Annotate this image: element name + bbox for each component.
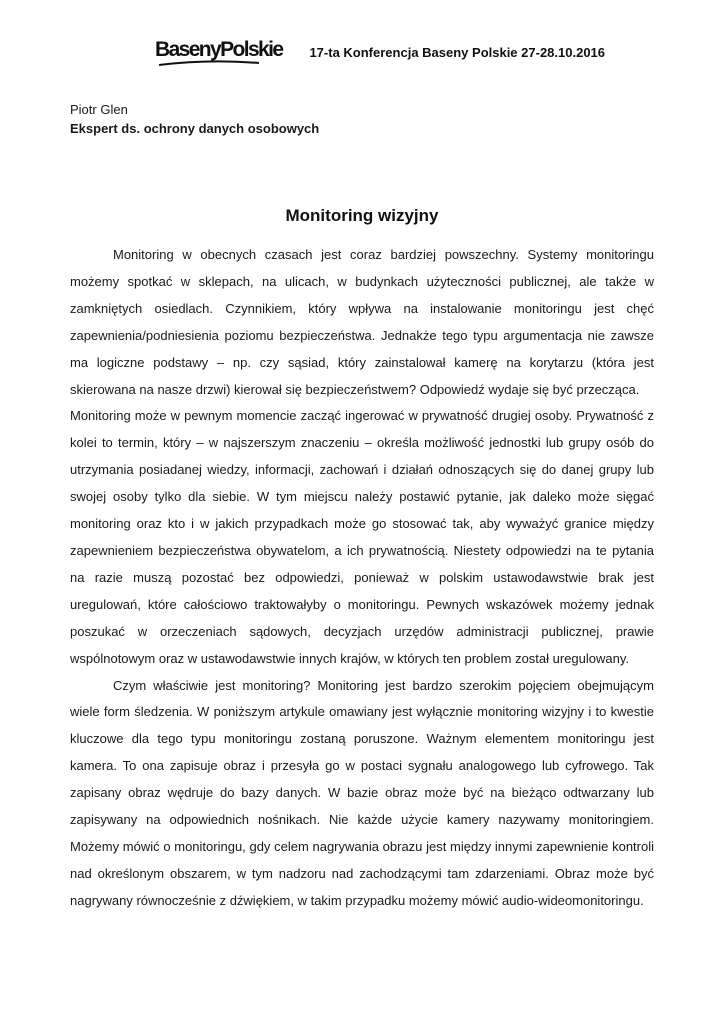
paragraph: Czym właściwie jest monitoring? Monitoring jest bardzo szerokim pojęciem obejmującym wiele form śledzenia. W poniższym artykule omawiany jest wyłącznie monitoring wizyjny i to kwestie kluczowe dla tego typu monitoringu zostaną poruszone. Ważnym elementem monitoringu jest kamera. To ona zapisuje obraz i przesyła go w postaci sygnału analogowego lub cyfrowego. Tak zapisany obraz wędruje do bazy danych. W bazie obraz może być na bieżąco odtwarzany lub zapisywany na odpowiednich nośnikach. Nie każde użycie kamery nazywamy monitoringiem. Możemy mówić o monitoringu, gdy celem nagrywania obrazu jest między innymi zapewnienie kontroli nad określonym obszarem, w tym nadzoru nad zachodzącymi tam zdarzeniami. Obraz może być nagrywany równocześnie z dźwiękiem, w takim przypadku możemy mówić audio-wideomonitoringu. [70, 677, 654, 908]
author-name: Piotr Glen [70, 102, 128, 117]
article-title: Monitoring wizyjny [285, 206, 439, 225]
author-block [70, 100, 319, 138]
article-body [70, 242, 654, 915]
logo-text: BasenyPolskie [155, 38, 283, 61]
page-header [155, 38, 605, 66]
logo-swoosh-icon [157, 58, 261, 68]
conference-title: 17-ta Konferencja Baseny Polskie 27-28.10.2016 [309, 44, 606, 60]
paragraph: Monitoring może w pewnym momencie zacząć ingerować w prywatność drugiej osoby. Prywatność z kolei to termin, który – w najszerszym znaczeniu – określa możliwość jednostki lub grupy osób do utrzymania posiadanej wiedzy, informacji, zachowań i działań odnoszących się do danej grupy lub swojej osoby tylko dla siebie. W tym miejscu należy postawić pytanie, jak daleko może sięgać monitoring oraz kto i w jakich przypadkach może go stosować tak, aby wyważyć granice między zapewnieniem bezpieczeństwa obywatelom, a ich prywatnością. Niestety odpowiedzi na te pytania na razie muszą pozostać bez odpowiedzi, ponieważ w polskim ustawodawstwie brak jest uregulowań, które całościowo traktowałyby o monitoringu. Pewnych wskazówek możemy jednak poszukać w orzeczeniach sądowych, decyzjach urzędów administracji publicznej, prawie wspólnotowym oraz w ustawodawstwie innych krajów, w których ten problem został uregulowany. [70, 408, 654, 666]
author-role: Ekspert ds. ochrony danych osobowych [70, 121, 320, 136]
baseny-polskie-logo [155, 38, 282, 66]
paragraph: Monitoring w obecnych czasach jest coraz bardziej powszechny. Systemy monitoringu możemy spotkać w sklepach, na ulicach, w budynkach użyteczności publicznej, ale także w zamkniętych osiedlach. Czynnikiem, który wpływa na instalowanie monitoringu jest chęć zapewnienia/podniesienia poziomu bezpieczeństwa. Jednakże tego typu argumentacja nie zawsze ma logiczne podstawy – np. czy sąsiad, który zainstalował kamerę na korytarzu (która jest skierowana na nasze drzwi) kierował się bezpieczeństwem? Odpowiedź wydaje się być przecząca. [70, 247, 654, 397]
